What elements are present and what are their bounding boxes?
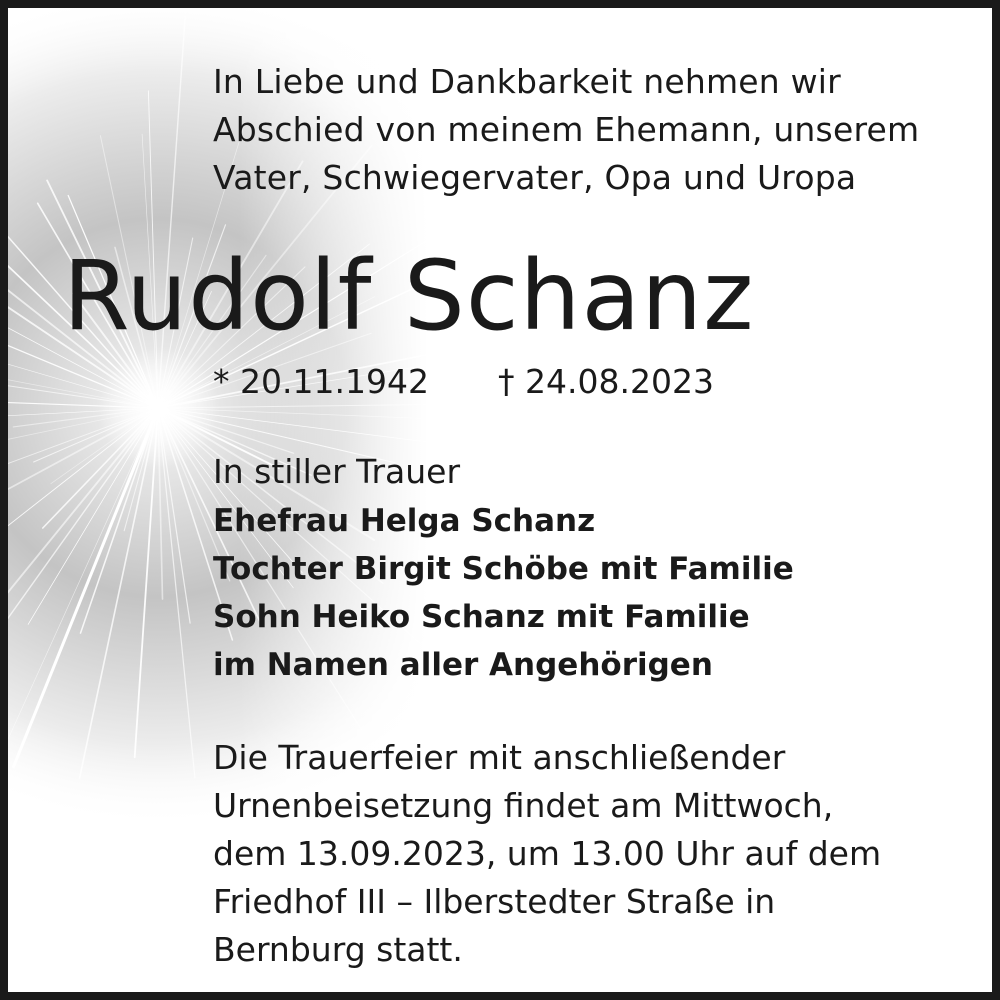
birth-date: * 20.11.1942 <box>213 362 429 401</box>
death-date: † 24.08.2023 <box>498 362 714 401</box>
intro-line: In Liebe und Dankbarkeit nehmen wir <box>213 62 841 101</box>
funeral-line: dem 13.09.2023, um 13.00 Uhr auf dem <box>213 834 882 873</box>
intro-text <box>213 58 919 202</box>
funeral-line: Bernburg statt. <box>213 930 463 969</box>
mourning-intro: In stiller Trauer <box>213 452 461 491</box>
mourner: im Namen aller Angehörigen <box>213 647 713 683</box>
mourner: Tochter Birgit Schöbe mit Familie <box>213 551 794 587</box>
deceased-name: Rudolf Schanz <box>63 240 755 352</box>
intro-line: Abschied von meinem Ehemann, unserem <box>213 110 920 149</box>
funeral-line: Die Trauerfeier mit anschließender <box>213 738 786 777</box>
mourners-list <box>213 497 794 689</box>
intro-line: Vater, Schwiegervater, Opa und Uropa <box>213 158 857 197</box>
funeral-line: Friedhof III – Ilberstedter Straße in <box>213 882 776 921</box>
life-dates <box>213 358 714 406</box>
mourner: Ehefrau Helga Schanz <box>213 503 596 539</box>
funeral-line: Urnenbeisetzung findet am Mittwoch, <box>213 786 834 825</box>
funeral-details <box>213 734 881 974</box>
mourner: Sohn Heiko Schanz mit Familie <box>213 599 750 635</box>
